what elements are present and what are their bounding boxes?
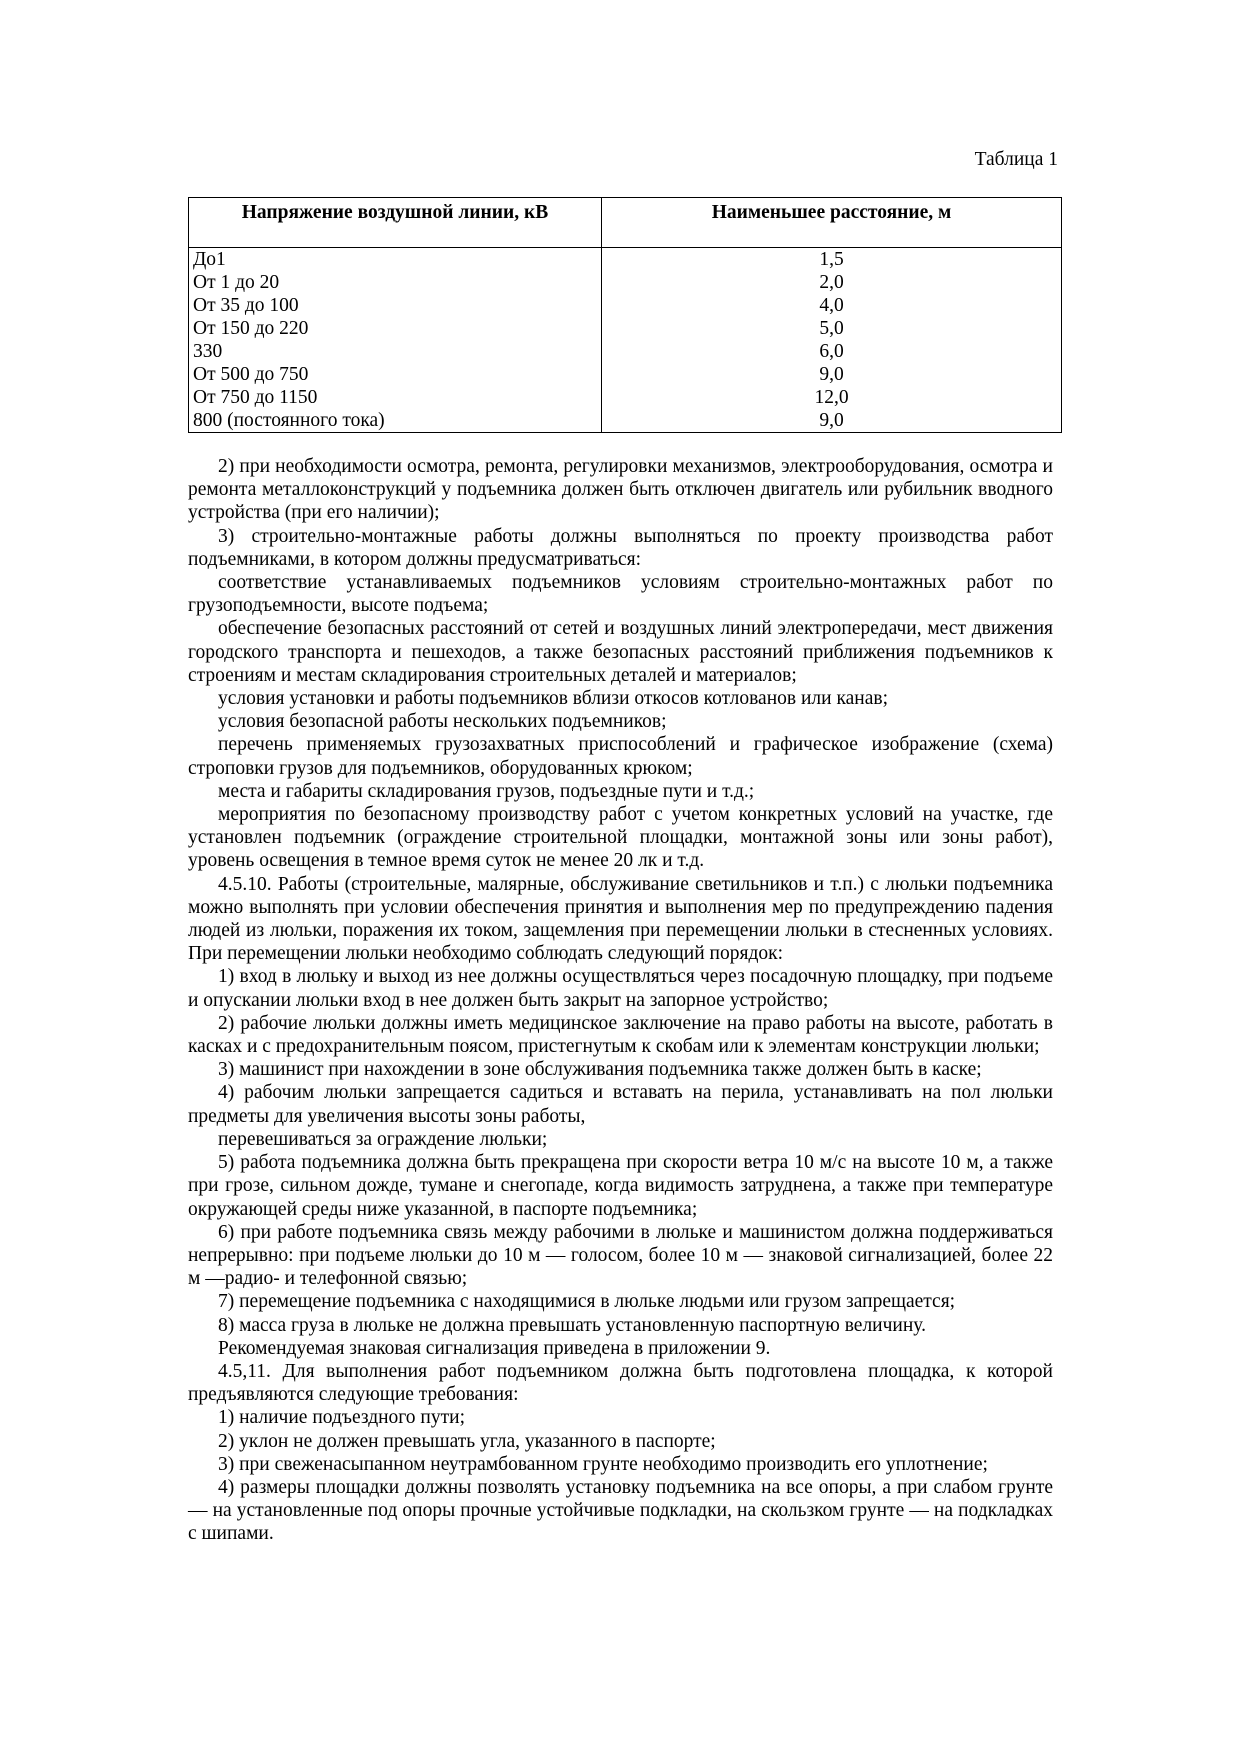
table-row <box>189 248 1062 272</box>
table-row <box>189 363 1062 386</box>
table-row <box>189 386 1062 409</box>
table-header-row <box>189 198 1062 248</box>
paragraph: 7) перемещение подъемника с находящимися в люльке людьми или грузом запрещается; <box>218 1291 956 1313</box>
distance-cell: 1,5 <box>602 248 1062 272</box>
voltage-cell: От 1 до 20 <box>189 271 602 294</box>
paragraph: 3) при свеженасыпанном неутрамбованном грунте необходимо производить его уплотнение; <box>218 1453 988 1475</box>
table-row <box>189 340 1062 363</box>
distance-cell: 9,0 <box>602 363 1062 386</box>
distance-cell: 2,0 <box>602 271 1062 294</box>
paragraph: 5) работа подъемника должна быть прекращена при скорости ветра 10 м/с на высоте 10 м, а также при грозе, сильном дожде, тумане и снегопаде, когда видимость затруднена, а также при температуре окружающей среды ниже указанной, в паспорте подъемника; <box>188 1152 1053 1220</box>
paragraph: 2) уклон не должен превышать угла, указанного в паспорте; <box>218 1430 716 1452</box>
voltage-cell: До1 <box>189 248 602 272</box>
distance-cell: 6,0 <box>602 340 1062 363</box>
voltage-cell: 800 (постоянного тока) <box>189 409 602 433</box>
paragraph: 2) при необходимости осмотра, ремонта, регулировки механизмов, электрооборудования, осмотра и ремонта металлоконструкций у подъемника должен быть отключен двигатель или рубильник вводного устройства (при его наличии); <box>188 456 1053 524</box>
table-caption: Таблица 1 <box>974 149 1058 170</box>
paragraph: соответствие устанавливаемых подъемников условиям строительно-монтажных работ по грузоподъемности, высоте подъема; <box>188 572 1053 617</box>
voltage-cell: От 750 до 1150 <box>189 386 602 409</box>
paragraph: места и габариты складирования грузов, подъездные пути и т.д.; <box>218 780 755 802</box>
paragraph: 3) машинист при нахождении в зоне обслуживания подъемника также должен быть в каске; <box>218 1059 982 1081</box>
paragraph: мероприятия по безопасному производству работ с учетом конкретных условий на участке, где установлен подъемник (ограждение строительной площадки, монтажной зоны или зоны работ), уровень освещения в темное время суток не менее 20 лк и т.д. <box>188 804 1053 872</box>
paragraph: 8) масса груза в люльке не должна превышать установленную паспортную величину. <box>218 1314 926 1336</box>
table-row <box>189 409 1062 433</box>
paragraph: 6) при работе подъемника связь между рабочими в люльке и машинистом должна поддерживаться непрерывно: при подъеме люльки до 10 м — голосом, более 10 м — знаковой сигнализацией, более 22 м —радио- и телефонной связью; <box>188 1221 1053 1290</box>
distance-cell: 5,0 <box>602 317 1062 340</box>
voltage-cell: От 35 до 100 <box>189 294 602 317</box>
paragraph: условия безопасной работы нескольких подъемников; <box>218 711 667 733</box>
paragraph: перечень применяемых грузозахватных приспособлений и графическое изображение (схема) строповки грузов для подъемников, оборудованных крюком; <box>188 734 1053 779</box>
distance-table <box>188 197 1062 433</box>
document-body <box>188 455 1053 1546</box>
paragraph: Рекомендуемая знаковая сигнализация приведена в приложении 9. <box>218 1337 771 1359</box>
table-row <box>189 317 1062 340</box>
table-row <box>189 294 1062 317</box>
paragraph: обеспечение безопасных расстояний от сетей и воздушных линий электропередачи, мест движения городского транспорта и пешеходов, а также безопасных расстояний приближения подъемников к строениям и местам складирования строительных деталей и материалов; <box>188 618 1053 686</box>
paragraph: 2) рабочие люльки должны иметь медицинское заключение на право работы на высоте, работать в касках и с предохранительным поясом, пристегнутым к скобам или к элементам конструкции люльки; <box>188 1012 1053 1058</box>
paragraph: 4.5,11. Для выполнения работ подъемником должна быть подготовлена площадка, к которой предъявляются следующие требования: <box>188 1360 1053 1406</box>
header-distance: Наименьшее расстояние, м <box>602 198 1062 248</box>
distance-cell: 9,0 <box>602 409 1062 433</box>
paragraph: перевешиваться за ограждение люльки; <box>218 1128 548 1150</box>
voltage-cell: От 500 до 750 <box>189 363 602 386</box>
distance-cell: 4,0 <box>602 294 1062 317</box>
paragraph: условия установки и работы подъемников вблизи откосов котлованов или канав; <box>218 688 888 710</box>
voltage-cell: 330 <box>189 340 602 363</box>
distance-cell: 12,0 <box>602 386 1062 409</box>
header-voltage: Напряжение воздушной линии, кВ <box>189 198 602 248</box>
table-row <box>189 271 1062 294</box>
paragraph: 1) вход в люльку и выход из нее должны осуществляться через посадочную площадку, при подъеме и опускании люльки вход в нее должен быть закрыт на запорное устройство; <box>188 966 1053 1011</box>
paragraph: 3) строительно-монтажные работы должны выполняться по проекту производства работ подъемниками, в котором должны предусматриваться: <box>188 525 1053 570</box>
paragraph: 4) рабочим люльки запрещается садиться и вставать на перила, устанавливать на пол люльки предметы для увеличения высоты зоны работы, <box>188 1082 1053 1127</box>
paragraph: 1) наличие подъездного пути; <box>218 1407 465 1429</box>
paragraph: 4) размеры площадки должны позволять установку подъемника на все опоры, а при слабом грунте — на установленные под опоры прочные устойчивые подкладки, на скользком грунте — на подкладках с шипами. <box>188 1476 1053 1545</box>
voltage-cell: От 150 до 220 <box>189 317 602 340</box>
paragraph: 4.5.10. Работы (строительные, малярные, обслуживание светильников и т.п.) с люльки подъемника можно выполнять при условии обеспечения принятия и выполнения мер по предупреждению падения людей из люльки, поражения их током, защемления при перемещении люльки в стесненных условиях. При перемещении люльки необходимо соблюдать следующий порядок: <box>188 873 1053 965</box>
